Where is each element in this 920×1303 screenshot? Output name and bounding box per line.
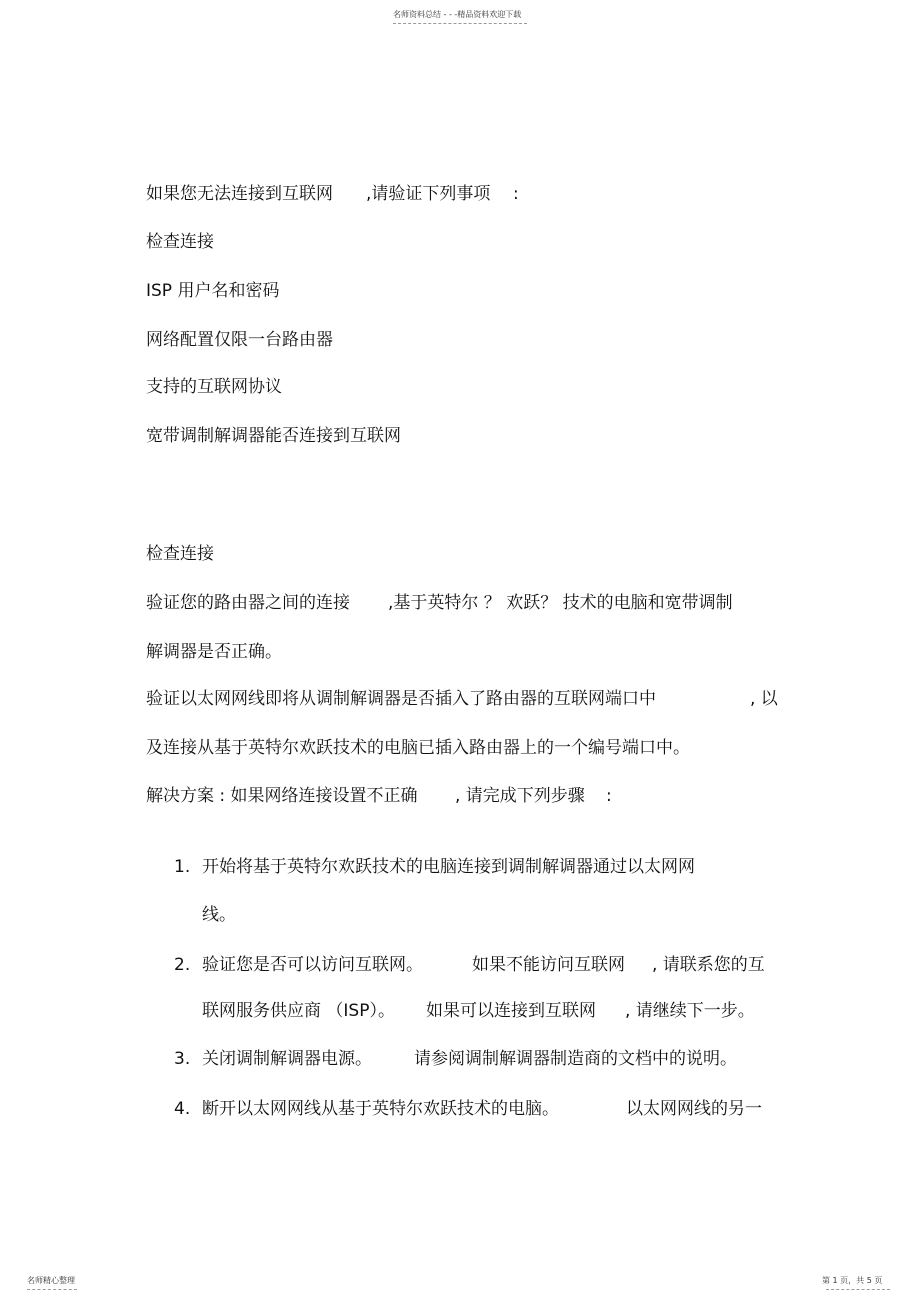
intro-item: 支持的互联网协议: [146, 377, 282, 397]
step-text: 关闭调制解调器电源。: [202, 1049, 372, 1069]
intro-item: ISP 用户名和密码: [146, 281, 280, 301]
paragraph-1c: 解调器是否正确。: [146, 642, 282, 662]
footer-right-dots: [826, 1289, 890, 1290]
header-divider: [393, 23, 527, 24]
step-text: 请参阅调制解调器制造商的文档中的说明。: [414, 1049, 737, 1069]
step-text: 验证您是否可以访问互联网。: [202, 955, 423, 975]
intro-line-1a: 如果您无法连接到互联网: [146, 184, 333, 204]
step-number: 3.: [174, 1049, 191, 1069]
step-number: 4.: [174, 1099, 191, 1119]
intro-line-1c: :: [513, 184, 519, 204]
intro-line-1b: ,请验证下列事项: [366, 184, 491, 204]
step-text: , 请继续下一步。: [625, 1001, 755, 1021]
step-text: 线。: [202, 905, 236, 925]
step-text: 以太网网线的另一: [626, 1099, 762, 1119]
section-heading: 检查连接: [146, 544, 214, 564]
intro-item: 网络配置仅限一台路由器: [146, 330, 333, 350]
step-text: 如果不能访问互联网: [472, 955, 625, 975]
step-text: 开始将基于英特尔欢跃技术的电脑连接到调制解调器通过以太网网: [202, 857, 695, 877]
step-text: 断开以太网网线从基于英特尔欢跃技术的电脑。: [202, 1099, 559, 1119]
solution-a: 解决方案 : 如果网络连接设置不正确: [146, 786, 418, 806]
paragraph-1b: ,基于英特尔 ？ 欢跃？ 技术的电脑和宽带调制: [388, 593, 733, 613]
footer-left-dots: [27, 1289, 77, 1290]
footer-left: 名师精心整理: [27, 1276, 75, 1285]
paragraph-1a: 验证您的路由器之间的连接: [146, 593, 350, 613]
step-number: 2.: [174, 955, 191, 975]
intro-item: 检查连接: [146, 232, 214, 252]
solution-c: :: [606, 786, 612, 806]
step-text: 联网服务供应商 （ISP）。: [202, 1001, 395, 1021]
paragraph-2a: 验证以太网网线即将从调制解调器是否插入了路由器的互联网端口中: [146, 689, 656, 709]
paragraph-2c: 及连接从基于英特尔欢跃技术的电脑已插入路由器上的一个编号端口中。: [146, 738, 690, 758]
solution-b: , 请完成下列步骤: [455, 786, 585, 806]
footer-page-number: 第 1 页，共 5 页: [822, 1276, 883, 1285]
step-number: 1.: [174, 857, 191, 877]
step-text: , 请联系您的互: [652, 955, 765, 975]
paragraph-2b: , 以: [750, 689, 778, 709]
intro-item: 宽带调制解调器能否连接到互联网: [146, 426, 401, 446]
step-text: 如果可以连接到互联网: [426, 1001, 596, 1021]
page-header-title: 名师资料总结 - - -精品资料欢迎下载: [393, 10, 522, 19]
